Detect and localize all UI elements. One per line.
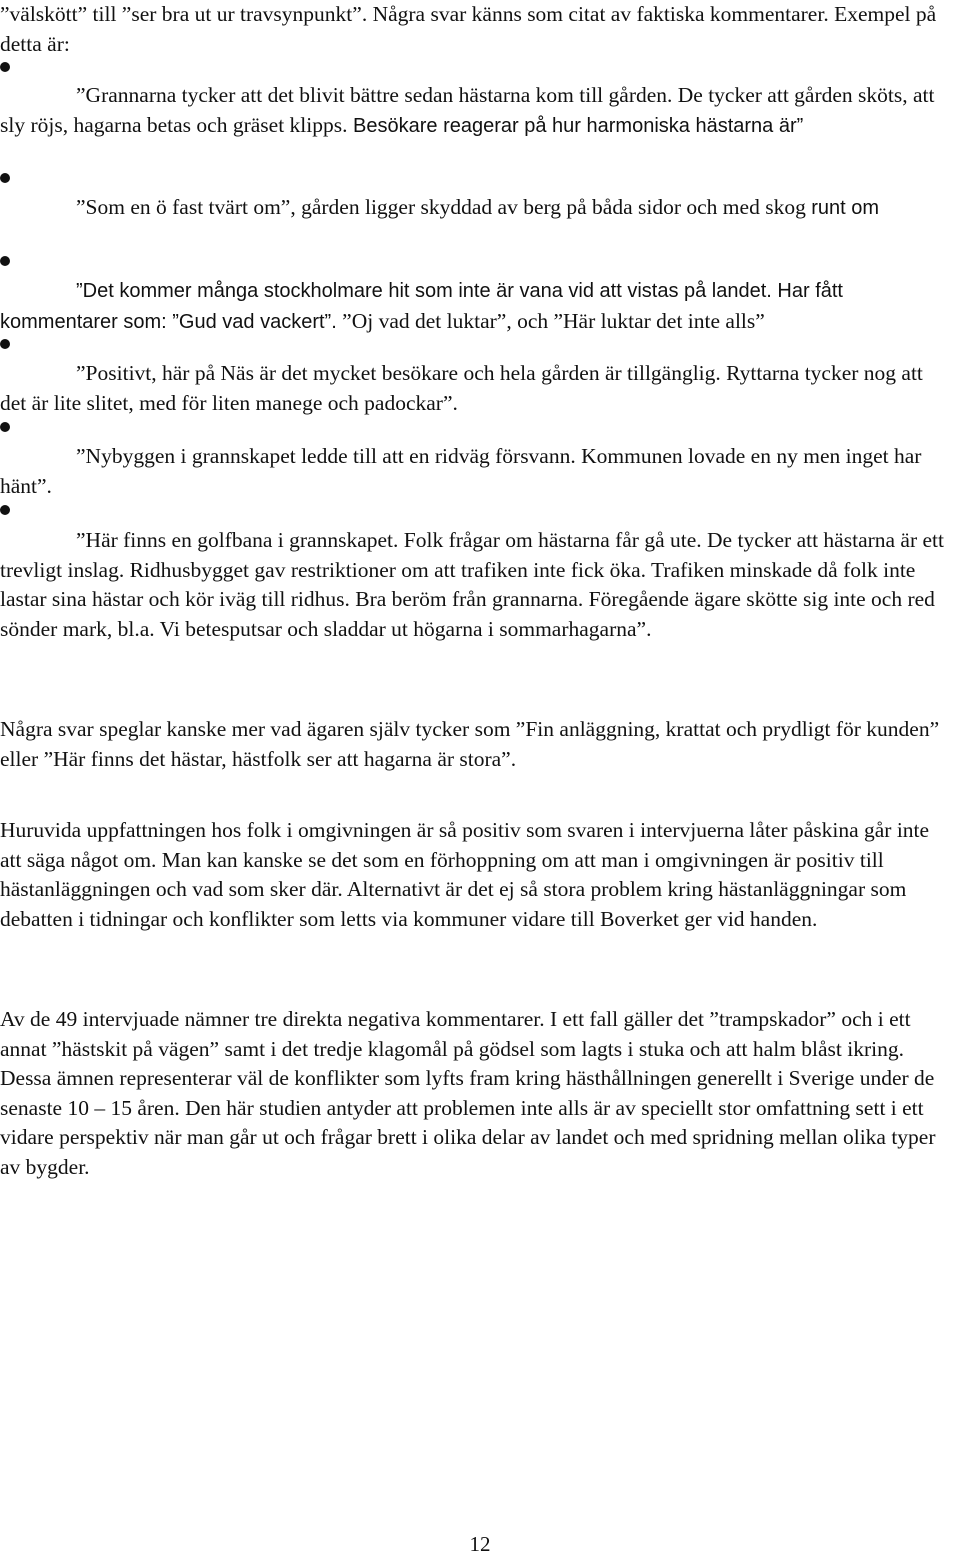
bullet-dot-icon — [0, 505, 10, 515]
intro-paragraph — [0, 0, 950, 59]
bullet-2-part-1: ”Som en ö fast tvärt om”, gården ligger skyddad av berg på båda sidor och med skog — [76, 195, 812, 219]
bullet-item-4 — [0, 359, 950, 418]
bullet-3-part-2: ”Oj vad det luktar”, och ”Här luktar det inte alls” — [336, 308, 765, 333]
bullet-dot-icon — [0, 256, 10, 266]
bullet-dot-icon — [0, 62, 10, 72]
bullet-4-text: ”Positivt, här på Näs är det mycket besökare och hela gården är tillgänglig. Ryttarna tycker nog att det är lite slitet, med för liten manege och padockar”. — [0, 361, 923, 415]
bullet-6-text: ”Här finns en golfbana i grannskapet. Folk frågar om hästarna får gå ute. De tycker att hästarna är ett trevligt inslag. Ridhusbygget gav restriktioner om att trafiken inte fick öka. Trafiken minskade då folk inte lastar sina hästar och kör iväg till ridhus. Bra beröm från grannarna. Föregående ägare skötte sig inte och red sönder mark, bl.a. Vi betesputsar och sladdar ut högarna i sommarhagarna”. — [0, 528, 944, 641]
bullet-item-2 — [0, 193, 950, 224]
page-number: 12 — [469, 1532, 491, 1556]
bullet-2-part-2: runt om — [811, 197, 880, 219]
body-paragraph-3: Av de 49 intervjuade nämner tre direkta negativa kommentarer. I ett fall gäller det ”trampskador” och i ett annat ”hästskit på vägen” samt i det tredje klagomål på gödsel som lagts i stuka och att halm blåst ikring. Dessa ämnen representerar väl de konflikter som lyfts fram kring hästhållningen generellt i Sverige under de senaste 10 – 15 åren. Den här studien antyder att problemen inte alls är av speciellt stor omfattning sett i ett vidare perspektiv när man går ut och frågar brett i olika delar av landet och med spridning mellan olika typer av bygder. — [0, 1007, 936, 1179]
bullet-item-5 — [0, 442, 950, 501]
bullet-1-part-1: ”Grannarna tycker att det blivit bättre sedan hästarna kom till gården. De tycker att gården sköts, att sly röjs, hagarna betas och gräset klipps. — [0, 83, 935, 137]
bullet-dot-icon — [0, 422, 10, 432]
body-paragraph-2: Huruvida uppfattningen hos folk i omgivningen är så positiv som svaren i intervjuerna låter påskina går inte att säga något om. Man kan kanske se det som en förhoppning om att man i omgivningen är positiv till hästanläggningen och vad som sker där. Alternativt är det ej så stora problem kring hästanläggningar som debatten i tidningar och konflikter som letts via kommuner vidare till Boverket ger vid handen. — [0, 818, 930, 931]
bullet-dot-icon — [0, 173, 10, 183]
bullet-3-part-1: ”Det kommer många stockholmare hit som inte är vana vid att vistas på landet. Har fått kommentarer som: ”Gud vad vackert”. — [0, 280, 843, 333]
bullet-dot-icon — [0, 339, 10, 349]
bullet-5-text: ”Nybyggen i grannskapet ledde till att en ridväg försvann. Kommunen lovade en ny men inget har hänt”. — [0, 444, 922, 498]
bullet-item-3 — [0, 276, 950, 337]
bullet-item-6 — [0, 526, 950, 644]
intro-text: ”välskött” till ”ser bra ut ur travsynpunkt”. Några svar känns som citat av faktiska kommentarer. Exempel på detta är: — [0, 2, 937, 56]
bullet-1-part-2: Besökare reagerar på hur harmoniska hästarna är” — [347, 114, 804, 137]
body-paragraph-1: Några svar speglar kanske mer vad ägaren själv tycker som ”Fin anläggning, krattat och prydligt för kunden” eller ”Här finns det hästar, hästfolk ser att hagarna är stora”. — [0, 717, 940, 771]
bullet-item-1 — [0, 81, 950, 141]
